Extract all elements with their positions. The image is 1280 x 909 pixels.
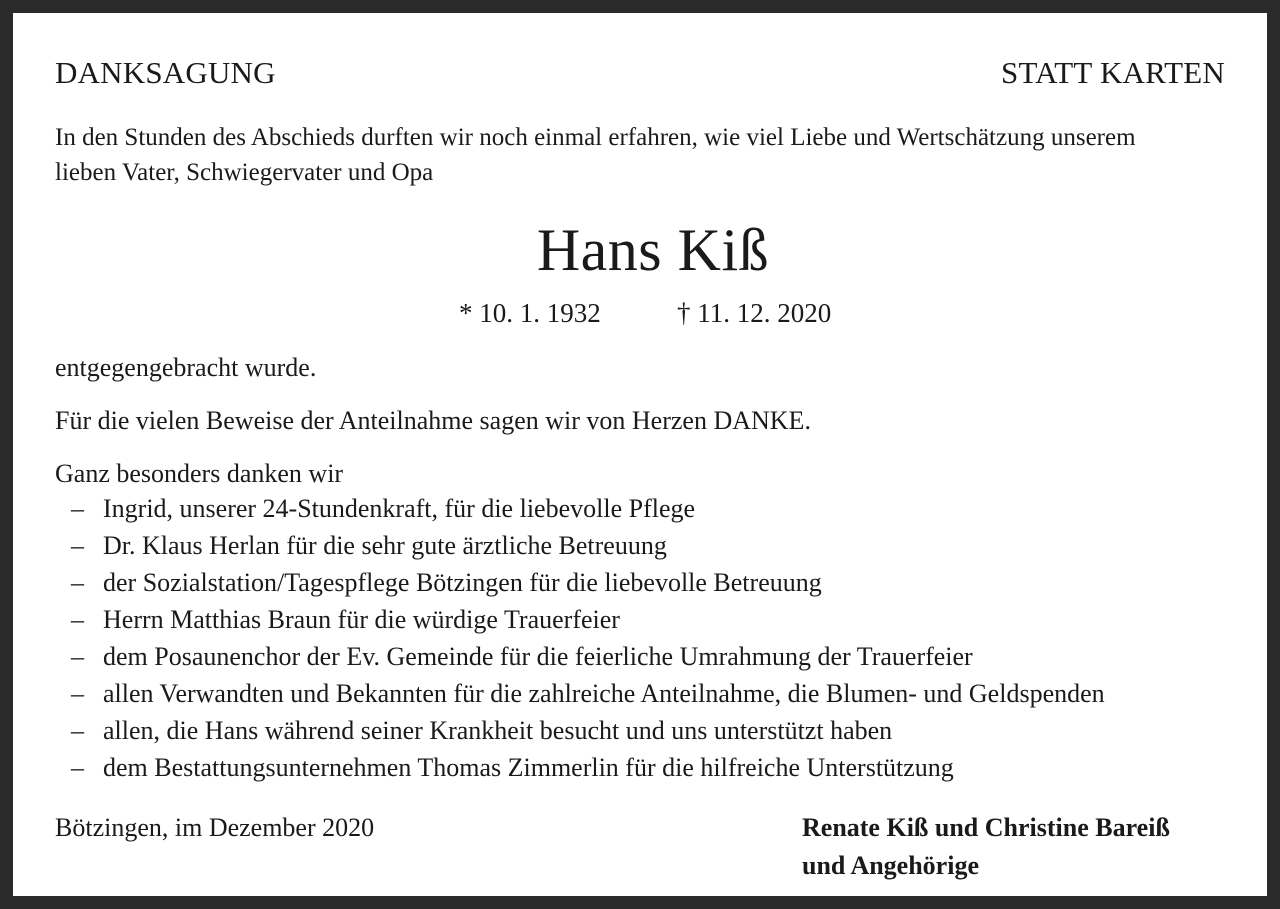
thanks-text: Für die vielen Beweise der Anteilnahme sagen wir von Herzen DANKE. — [55, 406, 811, 435]
birth-date: * 10. 1. 1932 — [459, 298, 601, 328]
list-item — [71, 752, 1105, 789]
death-date: † 11. 12. 2020 — [677, 298, 832, 328]
list-item-text: der Sozialstation/Tagespflege Bötzingen für die liebevolle Betreuung — [103, 568, 822, 597]
list-dash: – — [71, 568, 84, 597]
heading-danksagung: DANKSAGUNG — [55, 55, 276, 90]
list-item-text: Herrn Matthias Braun für die würdige Trauerfeier — [103, 605, 620, 634]
list-item-text: dem Posaunenchor der Ev. Gemeinde für die feierliche Umrahmung der Trauerfeier — [103, 642, 973, 671]
list-item — [71, 641, 1105, 678]
list-dash: – — [71, 642, 84, 671]
list-item — [71, 715, 1105, 752]
intro-line-2: lieben Vater, Schwiegervater und Opa — [55, 159, 434, 186]
list-item — [71, 604, 1105, 641]
list-dash: – — [71, 605, 84, 634]
special-thanks-intro: Ganz besonders danken wir — [55, 459, 344, 488]
signature-line-1: Renate Kiß und Christine Bareiß — [802, 813, 1170, 842]
list-item-text: allen, die Hans während seiner Krankheit besucht und uns unterstützt haben — [103, 716, 893, 745]
heading-statt-karten: STATT KARTEN — [1001, 55, 1225, 90]
list-item — [71, 493, 1105, 530]
list-dash: – — [71, 753, 84, 782]
list-item-text: Ingrid, unserer 24-Stundenkraft, für die liebevolle Pflege — [103, 494, 696, 523]
continuation-text: entgegengebracht wurde. — [55, 353, 317, 382]
deceased-name: Hans Kiß — [536, 217, 770, 283]
place-and-date: Bötzingen, im Dezember 2020 — [55, 813, 375, 842]
list-dash: – — [71, 716, 84, 745]
list-dash: – — [71, 531, 84, 560]
list-item-text: Dr. Klaus Herlan für die sehr gute ärztliche Betreuung — [103, 531, 667, 560]
intro-line-1: In den Stunden des Abschieds durften wir noch einmal erfahren, wie viel Liebe und Wertschätzung unserem — [55, 124, 1136, 151]
signature-line-2: und Angehörige — [802, 851, 979, 880]
list-dash: – — [71, 494, 84, 523]
list-item — [71, 530, 1105, 567]
list-dash: – — [71, 679, 84, 708]
list-item — [71, 567, 1105, 604]
list-item-text: allen Verwandten und Bekannten für die zahlreiche Anteilnahme, die Blumen- und Geldspenden — [103, 679, 1105, 708]
list-item — [71, 678, 1105, 715]
list-item-text: dem Bestattungsunternehmen Thomas Zimmerlin für die hilfreiche Unterstützung — [103, 753, 954, 782]
thanks-list — [71, 493, 1105, 789]
